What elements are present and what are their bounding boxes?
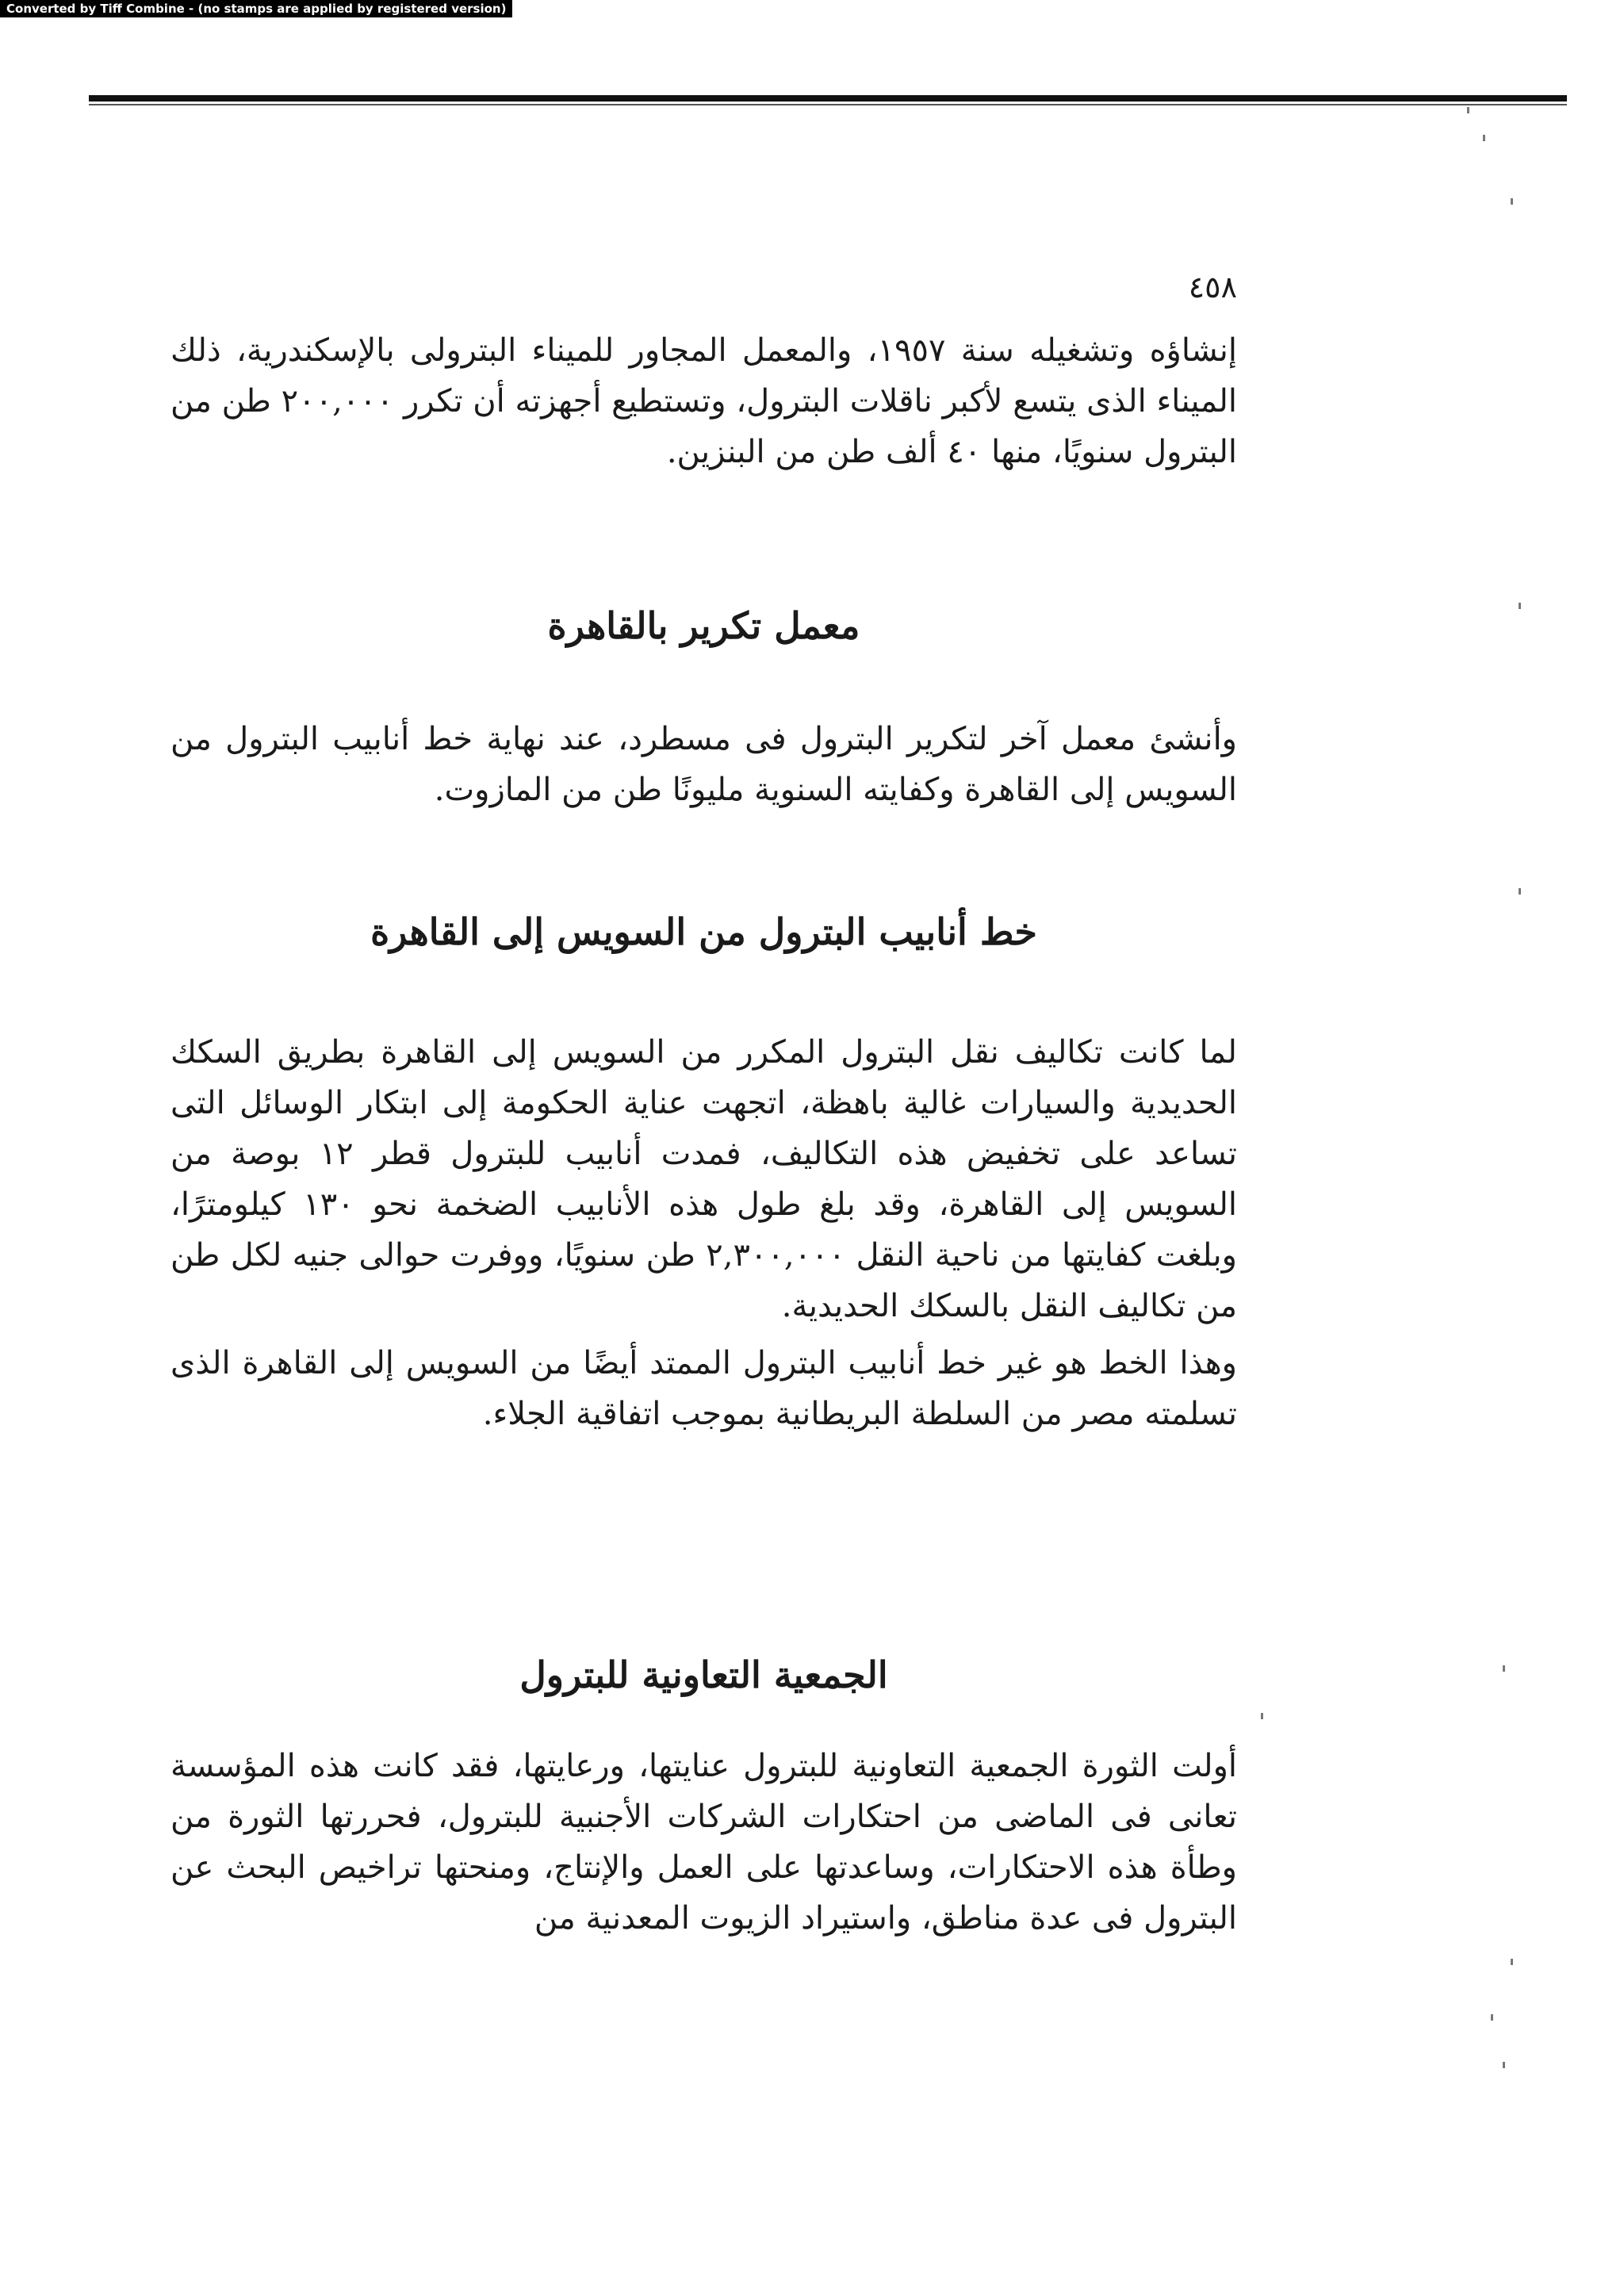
top-rule	[89, 95, 1567, 102]
section-heading-pipeline: خط أنابيب البترول من السويس إلى القاهرة	[370, 910, 1037, 953]
scan-speck	[1503, 1665, 1505, 1672]
page-number: ٤٥٨	[1188, 270, 1237, 305]
scan-speck	[1511, 1959, 1513, 1965]
paragraph-petroleum-cooperative: أولت الثورة الجمعية التعاونية للبترول عنايتها، ورعايتها، فقد كانت هذه المؤسسة تعانى فى الماضى من احتكارات الشركات الأجنبية للبترول، فحررتها الثورة من وطأة هذه الاحتكارات، وساعدتها على العمل والإنتاج، ومنحتها تراخيص البحث عن البترول فى عدة مناطق، واستيراد الزيوت المعدنية من	[170, 1748, 1237, 1937]
scan-speck	[1511, 198, 1513, 205]
section-body-cairo-refinery	[170, 714, 1237, 815]
converter-banner: Converted by Tiff Combine - (no stamps are applied by registered version)	[0, 0, 512, 17]
scan-speck	[1483, 135, 1485, 141]
scan-speck	[1519, 603, 1521, 609]
section-heading-petroleum-cooperative: الجمعية التعاونية للبترول	[519, 1653, 888, 1696]
scan-speck	[1491, 2014, 1493, 2021]
section-body-pipeline	[170, 1027, 1237, 1439]
paragraph-pipeline-other-line: وهذا الخط هو غير خط أنابيب البترول الممتد أيضًا من السويس إلى القاهرة الذى تسلمته مصر من السلطة البريطانية بموجب اتفاقية الجلاء.	[170, 1345, 1237, 1432]
paragraph-pipeline-cost: لما كانت تكاليف نقل البترول المكرر من السويس إلى القاهرة بطريق السكك الحديدية والسيارات غالية باهظة، اتجهت عناية الحكومة إلى ابتكار الوسائل التى تساعد على تخفيض هذه التكاليف، فمدت أنابيب للبترول قطر ١٢ بوصة من السويس إلى القاهرة، وقد بلغ طول هذه الأنابيب الضخمة نحو ١٣٠ كيلومترًا، وبلغت كفايتها من ناحية النقل ٢,٣٠٠,٠٠٠ طن سنويًا، ووفرت حوالى جنيه لكل طن من تكاليف النقل بالسكك الحديدية.	[170, 1034, 1238, 1324]
scan-speck	[1467, 107, 1469, 113]
paragraph-cairo-refinery: وأنشئ معمل آخر لتكرير البترول فى مسطرد، عند نهاية خط أنابيب البترول من السويس إلى القاهرة وكفايته السنوية مليونًا طن من المازوت.	[170, 721, 1237, 808]
scan-speck	[1519, 888, 1521, 895]
section-heading-cairo-refinery: معمل تكرير بالقاهرة	[547, 604, 860, 647]
scan-speck	[1503, 2062, 1505, 2068]
top-rule-shadow	[89, 104, 1567, 105]
intro-paragraph: إنشاؤه وتشغيله سنة ١٩٥٧، والمعمل المجاور للميناء البترولى بالإسكندرية، ذلك الميناء الذى يتسع لأكبر ناقلات البترول، وتستطيع أجهزته أن تكرر ٢٠٠,٠٠٠ طن من البترول سنويًا، منها ٤٠ ألف طن من البنزين.	[170, 332, 1238, 470]
intro-paragraph-block	[170, 325, 1237, 477]
section-body-petroleum-cooperative	[170, 1741, 1237, 1944]
scan-speck	[1261, 1713, 1263, 1719]
